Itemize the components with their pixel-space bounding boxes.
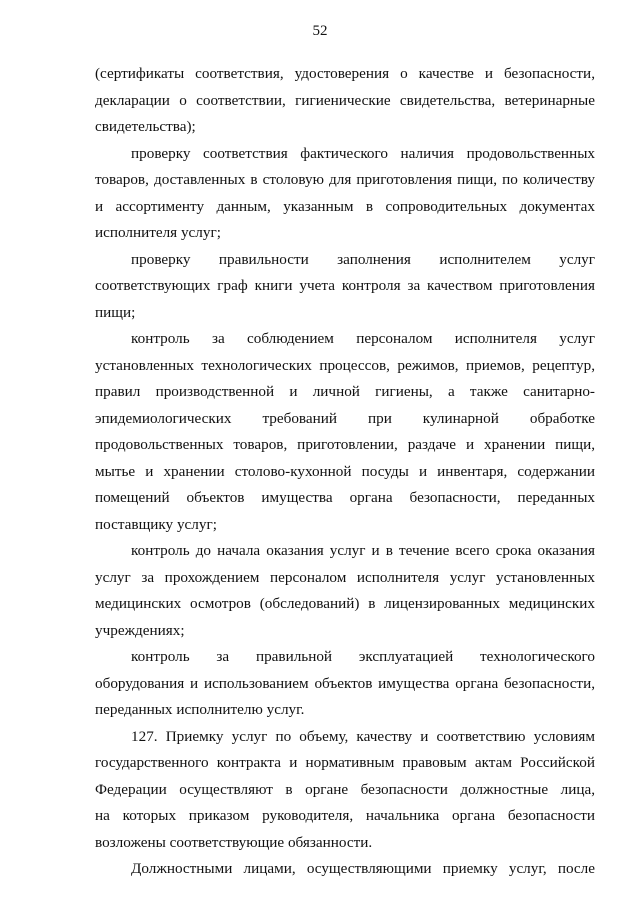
text-line: правил производственной и личной гигиены, а также санитарно-	[95, 383, 595, 400]
text-line: контроль за соблюдением персоналом исполнителя услуг	[131, 330, 595, 347]
text-line: исполнителя услуг;	[95, 224, 221, 241]
text-line: (сертификаты соответствия, удостоверения о качестве и безопасности,	[95, 65, 595, 82]
text-line: помещений объектов имущества органа безопасности, переданных	[95, 489, 595, 506]
page-number: 52	[312, 23, 328, 39]
text-line: медицинских осмотров (обследований) в лицензированных медицинских	[95, 595, 595, 612]
text-line: поставщику услуг;	[95, 515, 217, 533]
text-line: Федерации осуществляют в органе безопасности должностные лица,	[95, 780, 595, 798]
text-line: возложены соответствующие обязанности.	[95, 833, 373, 851]
text-line: соответствующих граф книги учета контроля за качеством приготовления	[95, 277, 595, 294]
text-line: продовольственных товаров, приготовлении, раздаче и хранении пищи,	[95, 436, 595, 453]
text-line: оборудования и использованием объектов имущества органа безопасности,	[95, 674, 595, 692]
text-line: 127. Приемку услуг по объему, качеству и соответствию условиям	[131, 727, 595, 745]
text-line: товаров, доставленных в столовую для приготовления пищи, по количеству	[95, 171, 595, 188]
text-line: эпидемиологических требований при кулинарной обработке	[95, 409, 595, 427]
text-line: свидетельства);	[95, 118, 196, 135]
text-line: контроль за правильной эксплуатацией технологического	[131, 648, 595, 665]
text-line: установленных технологических процессов, режимов, приемов, рецептур,	[95, 356, 595, 374]
text-line: проверку правильности заполнения исполнителем услуг	[131, 250, 595, 268]
document-body	[95, 61, 595, 883]
text-line: на которых приказом руководителя, начальника органа безопасности	[95, 807, 595, 824]
text-line: Должностными лицами, осуществляющими приемку услуг, после	[131, 860, 595, 877]
text-line: проверку соответствия фактического наличия продовольственных	[131, 144, 595, 162]
text-line: государственного контракта и нормативным правовым актам Российской	[95, 754, 595, 771]
text-line: пищи;	[95, 303, 136, 321]
text-line: мытье и хранении столово-кухонной посуды и инвентаря, содержании	[95, 462, 595, 480]
text-line: декларации о соответствии, гигиенические свидетельства, ветеринарные	[95, 91, 595, 109]
text-line: и ассортименту данным, указанным в сопроводительных документах	[95, 197, 595, 215]
text-line: контроль до начала оказания услуг и в течение всего срока оказания	[131, 542, 595, 559]
text-line: переданных исполнителю услуг.	[95, 701, 305, 718]
text-line: учреждениях;	[95, 621, 185, 639]
text-line: услуг за прохождением персоналом исполнителя услуг установленных	[95, 568, 595, 586]
